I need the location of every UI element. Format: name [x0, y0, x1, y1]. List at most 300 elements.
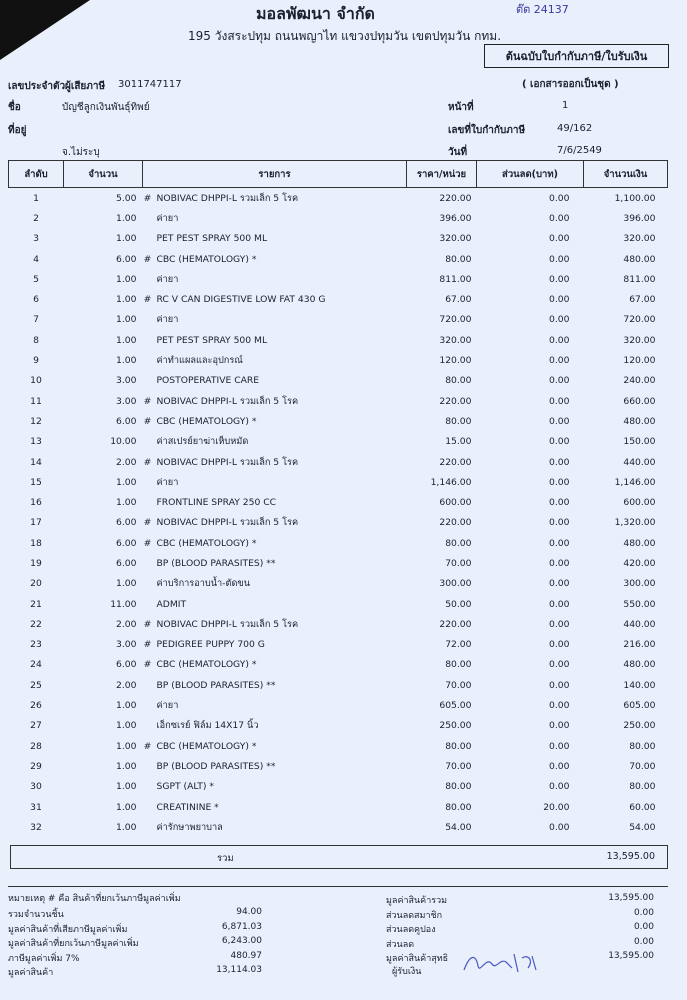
- row-discount: 0.00: [549, 395, 570, 407]
- row-qty: 5.00: [116, 192, 137, 204]
- row-discount: 0.00: [549, 415, 570, 427]
- row-unit-price: 80.00: [445, 253, 472, 265]
- row-description: NOBIVAC DHPPI-L รวมเล็ก 5 โรค: [156, 395, 299, 407]
- row-no: 16: [30, 497, 42, 509]
- row-discount: 0.00: [549, 720, 570, 732]
- table-row: [9, 614, 668, 634]
- summary-label: ส่วนลดคูปอง: [386, 925, 436, 935]
- row-amount: 80.00: [629, 781, 656, 793]
- row-vat-exempt-mark: [143, 594, 153, 614]
- summary-value: 13,595.00: [608, 951, 654, 961]
- row-no: 6: [33, 294, 39, 306]
- row-description: CBC (HEMATOLOGY) *: [156, 537, 257, 549]
- row-qty: 6.00: [116, 253, 137, 265]
- table-row: [9, 310, 668, 330]
- row-discount: 0.00: [549, 557, 570, 569]
- row-amount: 605.00: [623, 700, 656, 712]
- row-vat-exempt-mark: [143, 756, 153, 776]
- row-no: 27: [30, 720, 42, 732]
- page-value: 1: [562, 100, 569, 111]
- row-discount: 0.00: [549, 781, 570, 793]
- row-description: PEDIGREE PUPPY 700 G: [156, 639, 265, 651]
- row-discount: 0.00: [549, 192, 570, 204]
- row-vat-exempt-mark: [143, 492, 153, 512]
- table-row: [9, 249, 668, 269]
- row-qty: 10.00: [110, 436, 137, 448]
- col-header-no: ลำดับ: [9, 161, 64, 188]
- summary-value: 0.00: [633, 936, 654, 947]
- receiver-label: ผู้รับเงิน: [392, 967, 422, 977]
- footer-note: หมายเหตุ # คือ สินค้าที่ยกเว้นภาษีมูลค่าเพิ่ม: [8, 894, 181, 904]
- row-no: 26: [30, 700, 42, 712]
- row-unit-price: 811.00: [439, 273, 472, 285]
- table-header-row: [9, 161, 668, 188]
- row-qty: 1.00: [116, 294, 137, 306]
- total-value: 13,595.00: [606, 851, 655, 862]
- handwritten-corner-note: ต๊ต 24137: [516, 3, 569, 16]
- row-description: POSTOPERATIVE CARE: [156, 375, 260, 387]
- row-no: 12: [30, 415, 42, 427]
- doc-set-note: ( เอกสารออกเป็นชุด ): [522, 79, 619, 90]
- summary-value: 480.97: [230, 950, 262, 961]
- row-qty: 1.00: [116, 781, 137, 793]
- table-row: [9, 553, 668, 573]
- row-unit-price: 70.00: [445, 760, 472, 772]
- row-unit-price: 72.00: [445, 639, 472, 651]
- row-amount: 54.00: [629, 821, 656, 833]
- row-discount: 0.00: [549, 294, 570, 306]
- row-unit-price: 605.00: [439, 700, 472, 712]
- row-discount: 0.00: [549, 679, 570, 691]
- row-amount: 480.00: [623, 415, 656, 427]
- row-no: 3: [33, 233, 39, 245]
- row-amount: 320.00: [623, 334, 656, 346]
- table-row: [9, 533, 668, 553]
- table-row: [9, 756, 668, 776]
- row-description: NOBIVAC DHPPI-L รวมเล็ก 5 โรค: [156, 456, 299, 468]
- row-no: 30: [30, 781, 42, 793]
- address-label: ที่อยู่: [8, 125, 27, 136]
- row-vat-exempt-mark: [143, 574, 153, 594]
- row-description: ค่าทำแผลและอุปกรณ์: [156, 355, 243, 367]
- row-vat-exempt-mark: #: [143, 415, 152, 427]
- row-qty: 1.00: [116, 334, 137, 346]
- table-row: [9, 777, 668, 797]
- row-unit-price: 300.00: [439, 578, 472, 590]
- row-vat-exempt-mark: #: [143, 618, 152, 630]
- row-vat-exempt-mark: [143, 817, 153, 837]
- table-row: [9, 188, 668, 209]
- row-amount: 811.00: [623, 273, 656, 285]
- row-qty: 6.00: [116, 659, 137, 671]
- row-qty: 11.00: [110, 598, 137, 610]
- row-description: ADMIT: [156, 598, 187, 610]
- row-unit-price: 220.00: [439, 192, 472, 204]
- row-vat-exempt-mark: [143, 777, 153, 797]
- row-amount: 320.00: [623, 233, 656, 245]
- row-discount: 0.00: [549, 456, 570, 468]
- row-amount: 550.00: [623, 598, 656, 610]
- row-discount: 0.00: [549, 497, 570, 509]
- company-name: มอลพัฒนา จำกัด: [256, 4, 375, 23]
- row-vat-exempt-mark: [143, 350, 153, 370]
- row-vat-exempt-mark: [143, 472, 153, 492]
- row-vat-exempt-mark: [143, 330, 153, 350]
- summary-value: 94.00: [236, 907, 262, 917]
- row-description: ค่ายา: [156, 314, 179, 326]
- row-unit-price: 396.00: [439, 212, 472, 224]
- row-no: 19: [30, 557, 42, 569]
- row-discount: 0.00: [549, 537, 570, 549]
- row-unit-price: 80.00: [445, 801, 472, 813]
- table-row: [9, 472, 668, 492]
- row-discount: 0.00: [549, 659, 570, 671]
- row-amount: 440.00: [623, 456, 656, 468]
- row-qty: 6.00: [116, 557, 137, 569]
- row-vat-exempt-mark: [143, 229, 153, 249]
- row-description: PET PEST SPRAY 500 ML: [156, 334, 268, 346]
- table-row: [9, 716, 668, 736]
- row-discount: 0.00: [549, 618, 570, 630]
- row-qty: 1.00: [116, 355, 137, 367]
- row-discount: 0.00: [549, 700, 570, 712]
- row-no: 32: [30, 821, 42, 833]
- row-amount: 300.00: [623, 578, 656, 590]
- row-qty: 1.00: [116, 233, 137, 245]
- row-unit-price: 600.00: [439, 497, 472, 509]
- table-row: [9, 675, 668, 695]
- row-qty: 6.00: [116, 517, 137, 529]
- row-unit-price: 80.00: [445, 781, 472, 793]
- row-qty: 6.00: [116, 415, 137, 427]
- row-discount: 0.00: [549, 273, 570, 285]
- row-no: 8: [33, 334, 39, 346]
- row-amount: 1,146.00: [614, 476, 656, 488]
- row-no: 10: [30, 375, 42, 387]
- row-discount: 0.00: [549, 476, 570, 488]
- row-vat-exempt-mark: #: [143, 192, 152, 204]
- row-amount: 420.00: [623, 557, 656, 569]
- row-no: 18: [30, 537, 42, 549]
- row-vat-exempt-mark: #: [143, 659, 152, 671]
- row-no: 5: [33, 273, 39, 285]
- summary-value: 0.00: [633, 922, 654, 932]
- table-row: [9, 269, 668, 289]
- row-description: CREATININE *: [156, 801, 219, 813]
- row-no: 15: [30, 476, 42, 488]
- invoice-no-value: 49/162: [557, 123, 593, 134]
- items-table: [8, 160, 668, 838]
- table-row: [9, 594, 668, 614]
- row-unit-price: 50.00: [445, 598, 472, 610]
- col-header-price: ราคา/หน่วย: [407, 161, 477, 188]
- row-description: CBC (HEMATOLOGY) *: [156, 253, 257, 265]
- row-vat-exempt-mark: #: [143, 395, 152, 407]
- row-qty: 1.00: [116, 273, 137, 285]
- row-vat-exempt-mark: #: [143, 253, 152, 265]
- row-description: ค่ารักษาพยาบาล: [156, 821, 223, 833]
- total-box: [10, 845, 668, 869]
- row-unit-price: 80.00: [445, 415, 472, 427]
- row-unit-price: 220.00: [439, 517, 472, 529]
- row-qty: 3.00: [116, 395, 137, 407]
- row-amount: 216.00: [623, 639, 656, 651]
- row-unit-price: 1,146.00: [430, 476, 472, 488]
- row-vat-exempt-mark: [143, 310, 153, 330]
- row-description: NOBIVAC DHPPI-L รวมเล็ก 5 โรค: [156, 192, 299, 204]
- row-discount: 0.00: [549, 598, 570, 610]
- row-qty: 1.00: [116, 578, 137, 590]
- row-vat-exempt-mark: #: [143, 639, 152, 651]
- col-header-discount: ส่วนลด(บาท): [477, 161, 584, 188]
- summary-label: มูลค่าสินค้าที่ยกเว้นภาษีมูลค่าเพิ่ม: [8, 939, 139, 949]
- row-no: 23: [30, 639, 42, 651]
- row-no: 25: [30, 679, 42, 691]
- col-header-amount: จำนวนเงิน: [584, 161, 668, 188]
- table-row: [9, 492, 668, 512]
- table-row: [9, 736, 668, 756]
- row-qty: 3.00: [116, 375, 137, 387]
- row-description: เอ็กซเรย์ ฟิล์ม 14X17 นิ้ว: [156, 720, 259, 732]
- row-description: SGPT (ALT) *: [156, 781, 214, 793]
- summary-value: 13,595.00: [608, 893, 654, 903]
- row-description: ค่ายา: [156, 476, 179, 488]
- table-row: [9, 574, 668, 594]
- row-description: NOBIVAC DHPPI-L รวมเล็ก 5 โรค: [156, 517, 299, 529]
- row-vat-exempt-mark: [143, 553, 153, 573]
- row-unit-price: 80.00: [445, 659, 472, 671]
- row-unit-price: 70.00: [445, 557, 472, 569]
- table-row: [9, 229, 668, 249]
- row-discount: 0.00: [549, 375, 570, 387]
- table-row: [9, 655, 668, 675]
- row-description: PET PEST SPRAY 500 ML: [156, 233, 268, 245]
- row-unit-price: 70.00: [445, 679, 472, 691]
- row-amount: 396.00: [623, 212, 656, 224]
- row-description: BP (BLOOD PARASITES) **: [156, 679, 276, 691]
- name-value: บัญชีลูกเงินพันธุ์ทิพย์: [62, 102, 150, 113]
- row-discount: 0.00: [549, 740, 570, 752]
- table-row: [9, 635, 668, 655]
- row-unit-price: 250.00: [439, 720, 472, 732]
- row-no: 21: [30, 598, 42, 610]
- row-no: 24: [30, 659, 42, 671]
- row-qty: 1.00: [116, 740, 137, 752]
- company-address: 195 วังสระปทุม ถนนพญาไท แขวงปทุมวัน เขตปทุมวัน กทม.: [188, 29, 502, 43]
- row-qty: 1.00: [116, 476, 137, 488]
- row-vat-exempt-mark: #: [143, 740, 152, 752]
- row-vat-exempt-mark: [143, 371, 153, 391]
- row-unit-price: 54.00: [445, 821, 472, 833]
- row-qty: 1.00: [116, 212, 137, 224]
- table-row: [9, 797, 668, 817]
- row-amount: 600.00: [623, 497, 656, 509]
- row-no: 20: [30, 578, 42, 590]
- row-amount: 240.00: [623, 375, 656, 387]
- table-row: [9, 432, 668, 452]
- row-description: ค่ายา: [156, 700, 179, 712]
- row-qty: 2.00: [116, 679, 137, 691]
- table-row: [9, 371, 668, 391]
- table-row: [9, 513, 668, 533]
- table-row: [9, 817, 668, 837]
- row-discount: 0.00: [549, 212, 570, 224]
- summary-label: ภาษีมูลค่าเพิ่ม 7%: [8, 953, 80, 964]
- row-discount: 0.00: [549, 355, 570, 367]
- row-qty: 1.00: [116, 497, 137, 509]
- row-no: 1: [33, 192, 39, 204]
- table-row: [9, 391, 668, 411]
- row-discount: 0.00: [549, 436, 570, 448]
- row-amount: 80.00: [629, 740, 656, 752]
- row-amount: 480.00: [623, 659, 656, 671]
- row-unit-price: 320.00: [439, 334, 472, 346]
- tax-id-value: 3011747117: [118, 79, 182, 90]
- row-description: ค่ายา: [156, 212, 179, 224]
- row-amount: 1,320.00: [614, 517, 656, 529]
- row-vat-exempt-mark: #: [143, 456, 152, 468]
- address-value: จ.ไม่ระบุ: [62, 147, 100, 158]
- row-unit-price: 80.00: [445, 375, 472, 387]
- row-description: FRONTLINE SPRAY 250 CC: [156, 497, 277, 509]
- row-unit-price: 67.00: [445, 294, 472, 306]
- row-qty: 1.00: [116, 760, 137, 772]
- row-no: 13: [30, 436, 42, 448]
- row-discount: 0.00: [549, 578, 570, 590]
- summary-value: 6,871.03: [221, 921, 262, 932]
- summary-label: รวมจำนวนชิ้น: [8, 910, 64, 920]
- summary-label: มูลค่าสินค้า: [8, 968, 54, 978]
- row-vat-exempt-mark: [143, 269, 153, 289]
- row-description: ค่าบริการอาบน้ำ-ตัดขน: [156, 578, 250, 590]
- row-amount: 1,100.00: [614, 192, 656, 204]
- row-discount: 0.00: [549, 253, 570, 265]
- row-no: 22: [30, 618, 42, 630]
- date-label: วันที่: [448, 147, 468, 158]
- tax-id-label: เลขประจำตัวผู้เสียภาษี: [8, 81, 106, 92]
- name-label: ชื่อ: [8, 102, 21, 113]
- row-description: BP (BLOOD PARASITES) **: [156, 760, 276, 772]
- row-amount: 150.00: [623, 436, 656, 448]
- row-unit-price: 220.00: [439, 618, 472, 630]
- row-vat-exempt-mark: [143, 208, 153, 228]
- row-discount: 0.00: [549, 334, 570, 346]
- row-discount: 0.00: [549, 821, 570, 833]
- row-amount: 440.00: [623, 618, 656, 630]
- date-value: 7/6/2549: [557, 145, 602, 156]
- row-unit-price: 720.00: [439, 314, 472, 326]
- row-no: 11: [30, 395, 42, 407]
- row-amount: 140.00: [623, 679, 656, 691]
- row-unit-price: 320.00: [439, 233, 472, 245]
- row-description: CBC (HEMATOLOGY) *: [156, 415, 257, 427]
- row-description: RC V CAN DIGESTIVE LOW FAT 430 G: [156, 294, 326, 306]
- row-unit-price: 80.00: [445, 537, 472, 549]
- row-no: 7: [33, 314, 39, 326]
- table-row: [9, 330, 668, 350]
- table-row: [9, 411, 668, 431]
- summary-divider: [8, 886, 668, 887]
- row-description: ค่ายา: [156, 273, 179, 285]
- row-discount: 0.00: [549, 760, 570, 772]
- row-description: CBC (HEMATOLOGY) *: [156, 740, 257, 752]
- row-no: 4: [33, 253, 39, 265]
- row-unit-price: 220.00: [439, 395, 472, 407]
- receiver-signature: [462, 950, 542, 976]
- row-qty: 6.00: [116, 537, 137, 549]
- summary-label: ส่วนลดสมาชิก: [386, 910, 443, 921]
- row-unit-price: 15.00: [445, 436, 472, 448]
- row-vat-exempt-mark: [143, 716, 153, 736]
- row-qty: 3.00: [116, 639, 137, 651]
- row-discount: 0.00: [549, 517, 570, 529]
- row-amount: 250.00: [623, 720, 656, 732]
- row-amount: 480.00: [623, 253, 656, 265]
- table-row: [9, 208, 668, 228]
- row-vat-exempt-mark: #: [143, 294, 152, 306]
- row-amount: 480.00: [623, 537, 656, 549]
- row-discount: 0.00: [549, 233, 570, 245]
- table-row: [9, 452, 668, 472]
- row-discount: 20.00: [543, 801, 570, 813]
- row-qty: 2.00: [116, 618, 137, 630]
- summary-label: มูลค่าสินค้ารวม: [386, 896, 448, 906]
- row-amount: 660.00: [623, 395, 656, 407]
- row-qty: 1.00: [116, 700, 137, 712]
- row-discount: 0.00: [549, 314, 570, 326]
- table-row: [9, 695, 668, 715]
- original-tax-invoice-label: ต้นฉบับใบกำกับภาษี/ใบรับเงิน: [484, 44, 669, 68]
- row-amount: 60.00: [629, 801, 656, 813]
- row-discount: 0.00: [549, 639, 570, 651]
- row-amount: 67.00: [629, 294, 656, 306]
- row-no: 9: [33, 355, 39, 367]
- row-qty: 2.00: [116, 456, 137, 468]
- row-description: CBC (HEMATOLOGY) *: [156, 659, 257, 671]
- page-label: หน้าที่: [448, 102, 474, 113]
- row-qty: 1.00: [116, 801, 137, 813]
- row-description: NOBIVAC DHPPI-L รวมเล็ก 5 โรค: [156, 618, 299, 630]
- row-unit-price: 80.00: [445, 740, 472, 752]
- row-no: 29: [30, 760, 42, 772]
- row-amount: 70.00: [629, 760, 656, 772]
- summary-value: 6,243.00: [221, 936, 262, 946]
- summary-label: มูลค่าสินค้าสุทธิ: [386, 954, 449, 964]
- row-no: 28: [30, 740, 42, 752]
- summary-value: 13,114.03: [216, 965, 262, 975]
- row-amount: 120.00: [623, 355, 656, 367]
- row-description: BP (BLOOD PARASITES) **: [156, 557, 276, 569]
- col-header-desc: รายการ: [143, 161, 407, 188]
- row-unit-price: 220.00: [439, 456, 472, 468]
- row-vat-exempt-mark: [143, 797, 153, 817]
- row-vat-exempt-mark: [143, 675, 153, 695]
- col-header-qty: จำนวน: [64, 161, 143, 188]
- row-qty: 1.00: [116, 821, 137, 833]
- total-label: รวม: [217, 853, 234, 864]
- row-vat-exempt-mark: #: [143, 517, 152, 529]
- row-description: ค่าสเปรย์ยาฆ่าเห็บหมัด: [156, 436, 249, 448]
- row-no: 17: [30, 517, 42, 529]
- summary-label: มูลค่าสินค้าที่เสียภาษีมูลค่าเพิ่ม: [8, 924, 128, 935]
- row-unit-price: 120.00: [439, 355, 472, 367]
- row-vat-exempt-mark: [143, 695, 153, 715]
- row-qty: 1.00: [116, 314, 137, 326]
- row-no: 2: [33, 212, 39, 224]
- row-vat-exempt-mark: [143, 432, 153, 452]
- row-no: 31: [30, 801, 42, 813]
- row-vat-exempt-mark: #: [143, 537, 152, 549]
